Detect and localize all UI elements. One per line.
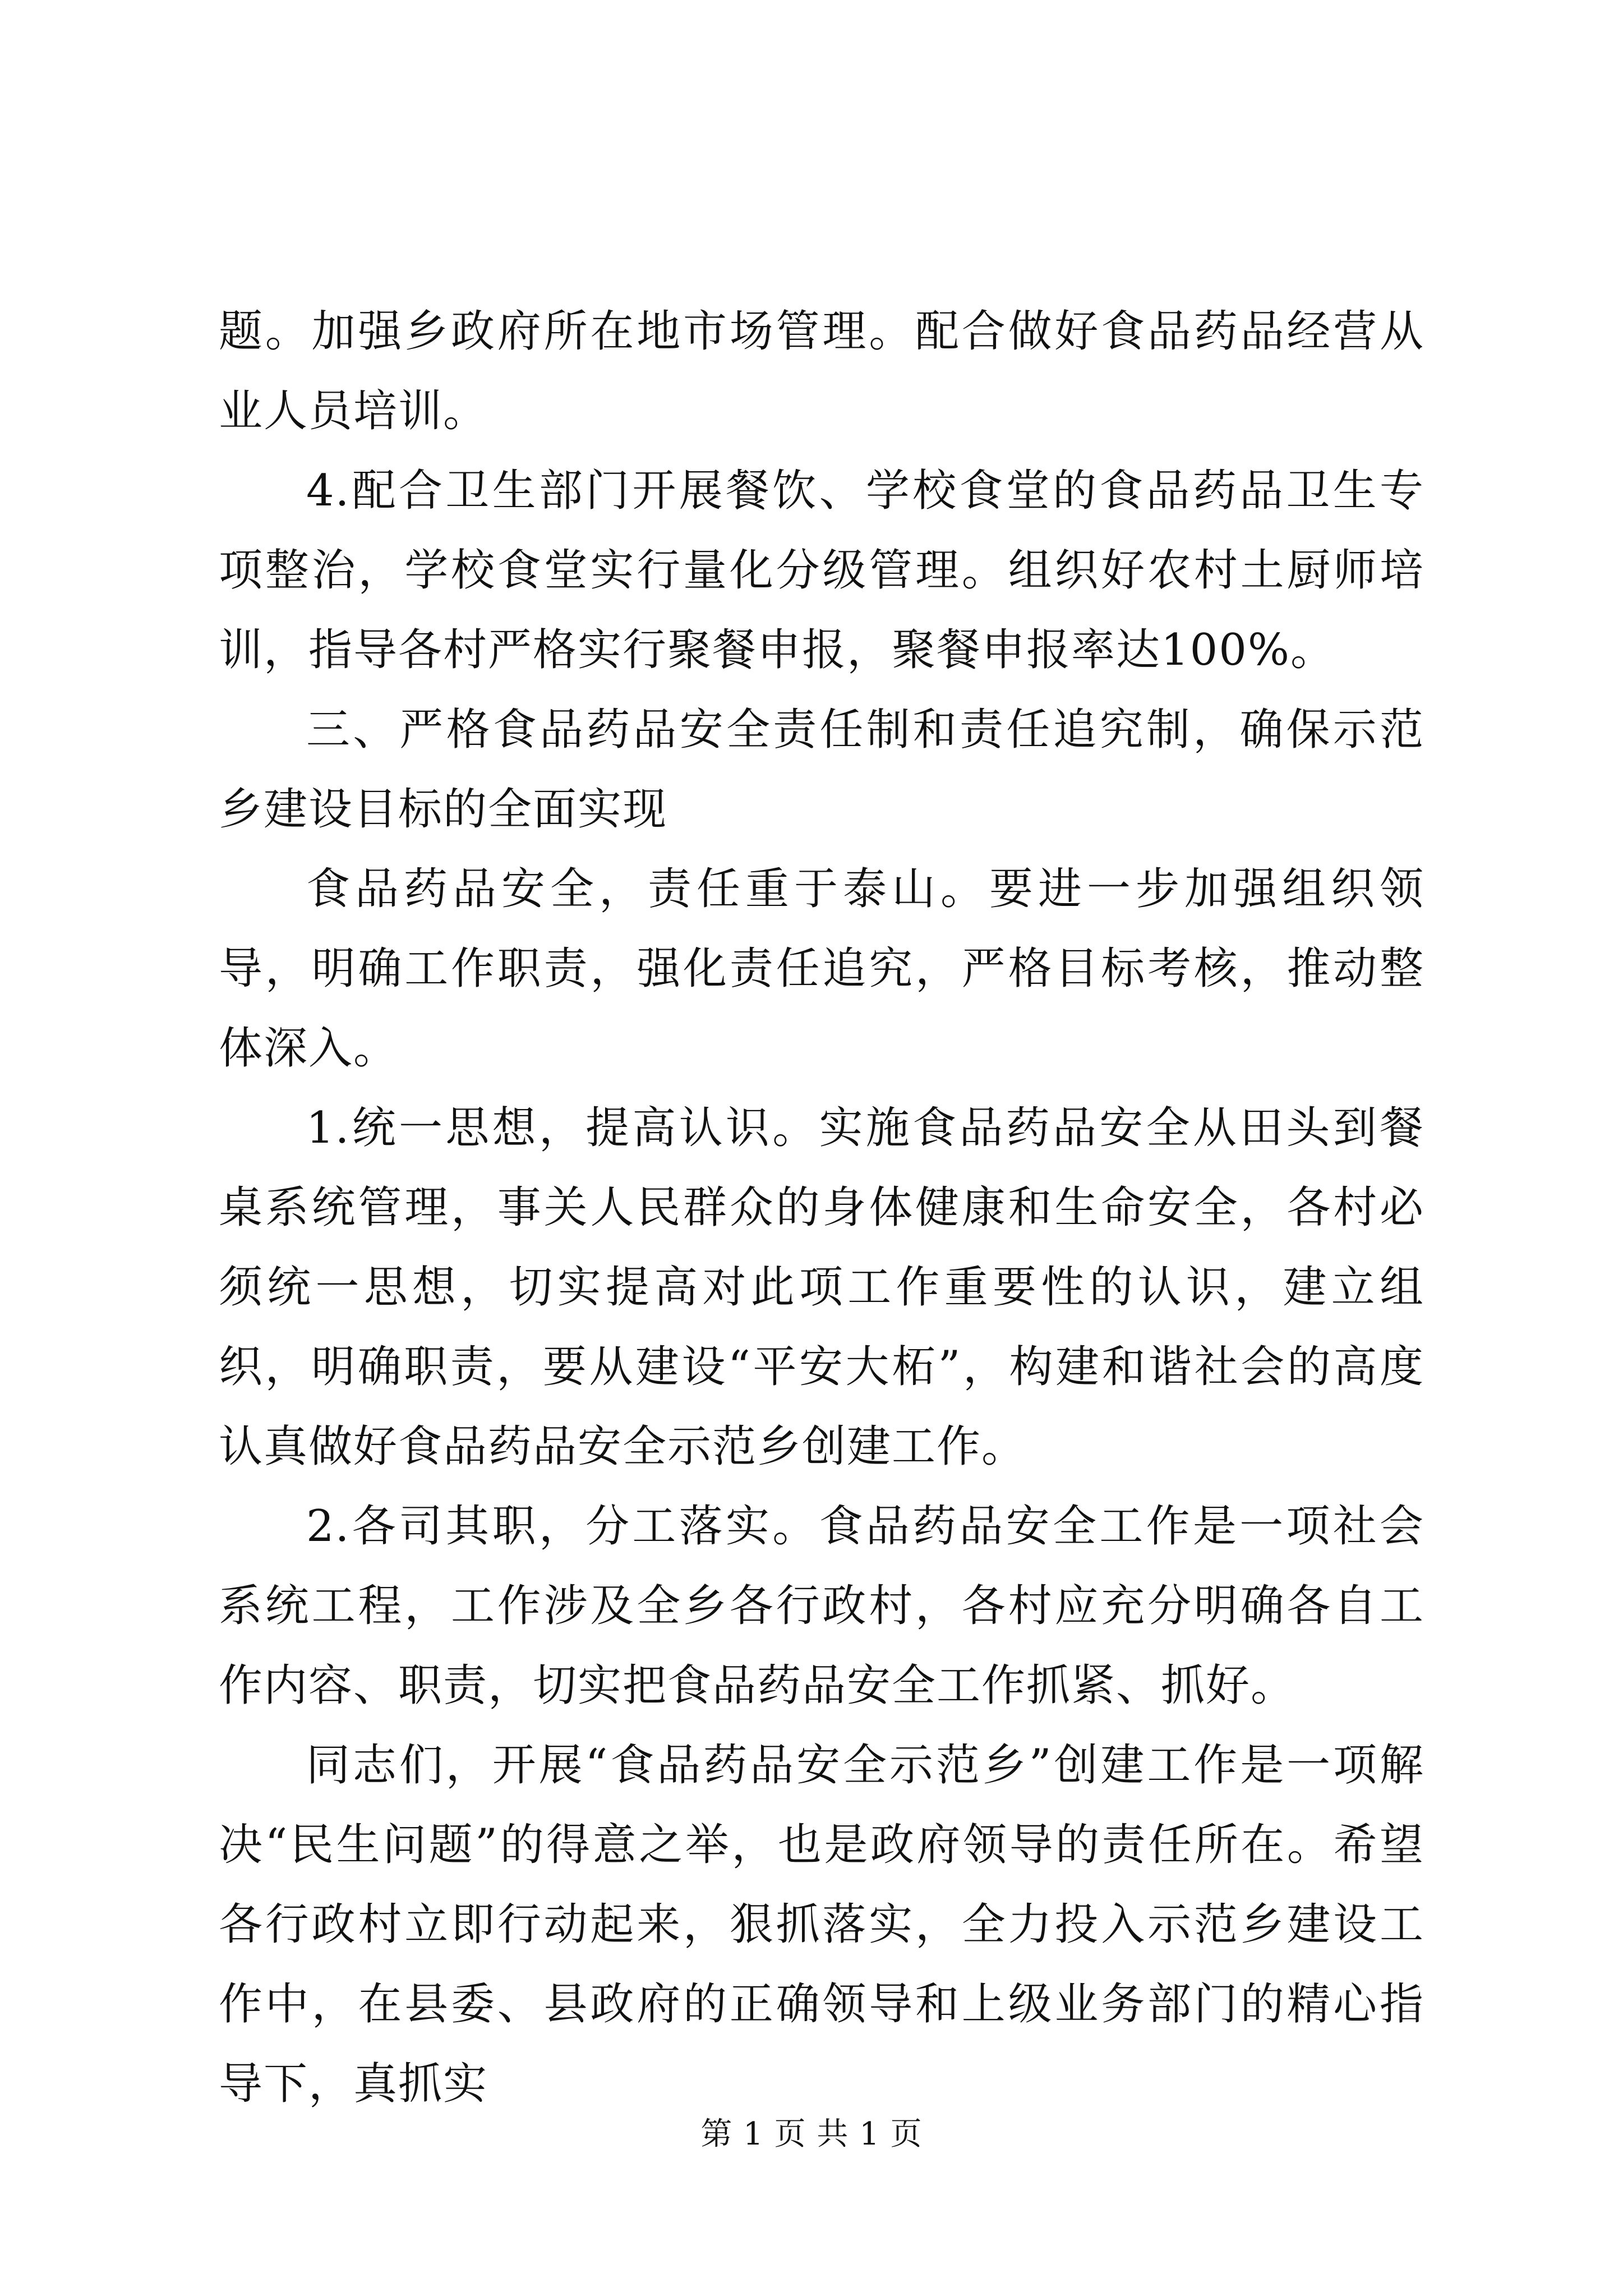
page-footer: 第 1 页 共 1 页	[700, 2116, 923, 2152]
paragraph: 题。加强乡政府所在地市场管理。配合做好食品药品经营从业人员培训。	[219, 306, 1424, 436]
paragraph: 1.统一思想，提高认识。实施食品药品安全从田头到餐桌系统管理，事关人民群众的身体健康和生命安全，各村必须统一思想，切实提高对此项工作重要性的认识，建立组织，明确职责，要从建设“平安大柘”，构建和谐社会的高度认真做好食品药品安全示范乡创建工作。	[219, 1103, 1424, 1472]
paragraph: 4.配合卫生部门开展餐饮、学校食堂的食品药品卫生专项整治，学校食堂实行量化分级管理。组织好农村土厨师培训，指导各村严格实行聚餐申报，聚餐申报率达100%。	[219, 466, 1424, 675]
section-heading: 三、严格食品药品安全责任制和责任追究制，确保示范乡建设目标的全面实现	[219, 705, 1424, 835]
paragraph: 食品药品安全，责任重于泰山。要进一步加强组织领导，明确工作职责，强化责任追究，严格目标考核，推动整体深入。	[219, 864, 1424, 1074]
document-body	[219, 292, 1424, 2124]
paragraph: 同志们，开展“食品药品安全示范乡”创建工作是一项解决“民生问题”的得意之举，也是政府领导的责任所在。希望各行政村立即行动起来，狠抓落实，全力投入示范乡建设工作中，在县委、县政府的正确领导和上级业务部门的精心指导下，真抓实	[219, 1740, 1424, 2109]
paragraph: 2.各司其职，分工落实。食品药品安全工作是一项社会系统工程，工作涉及全乡各行政村，各村应充分明确各自工作内容、职责，切实把食品药品安全工作抓紧、抓好。	[219, 1501, 1424, 1711]
